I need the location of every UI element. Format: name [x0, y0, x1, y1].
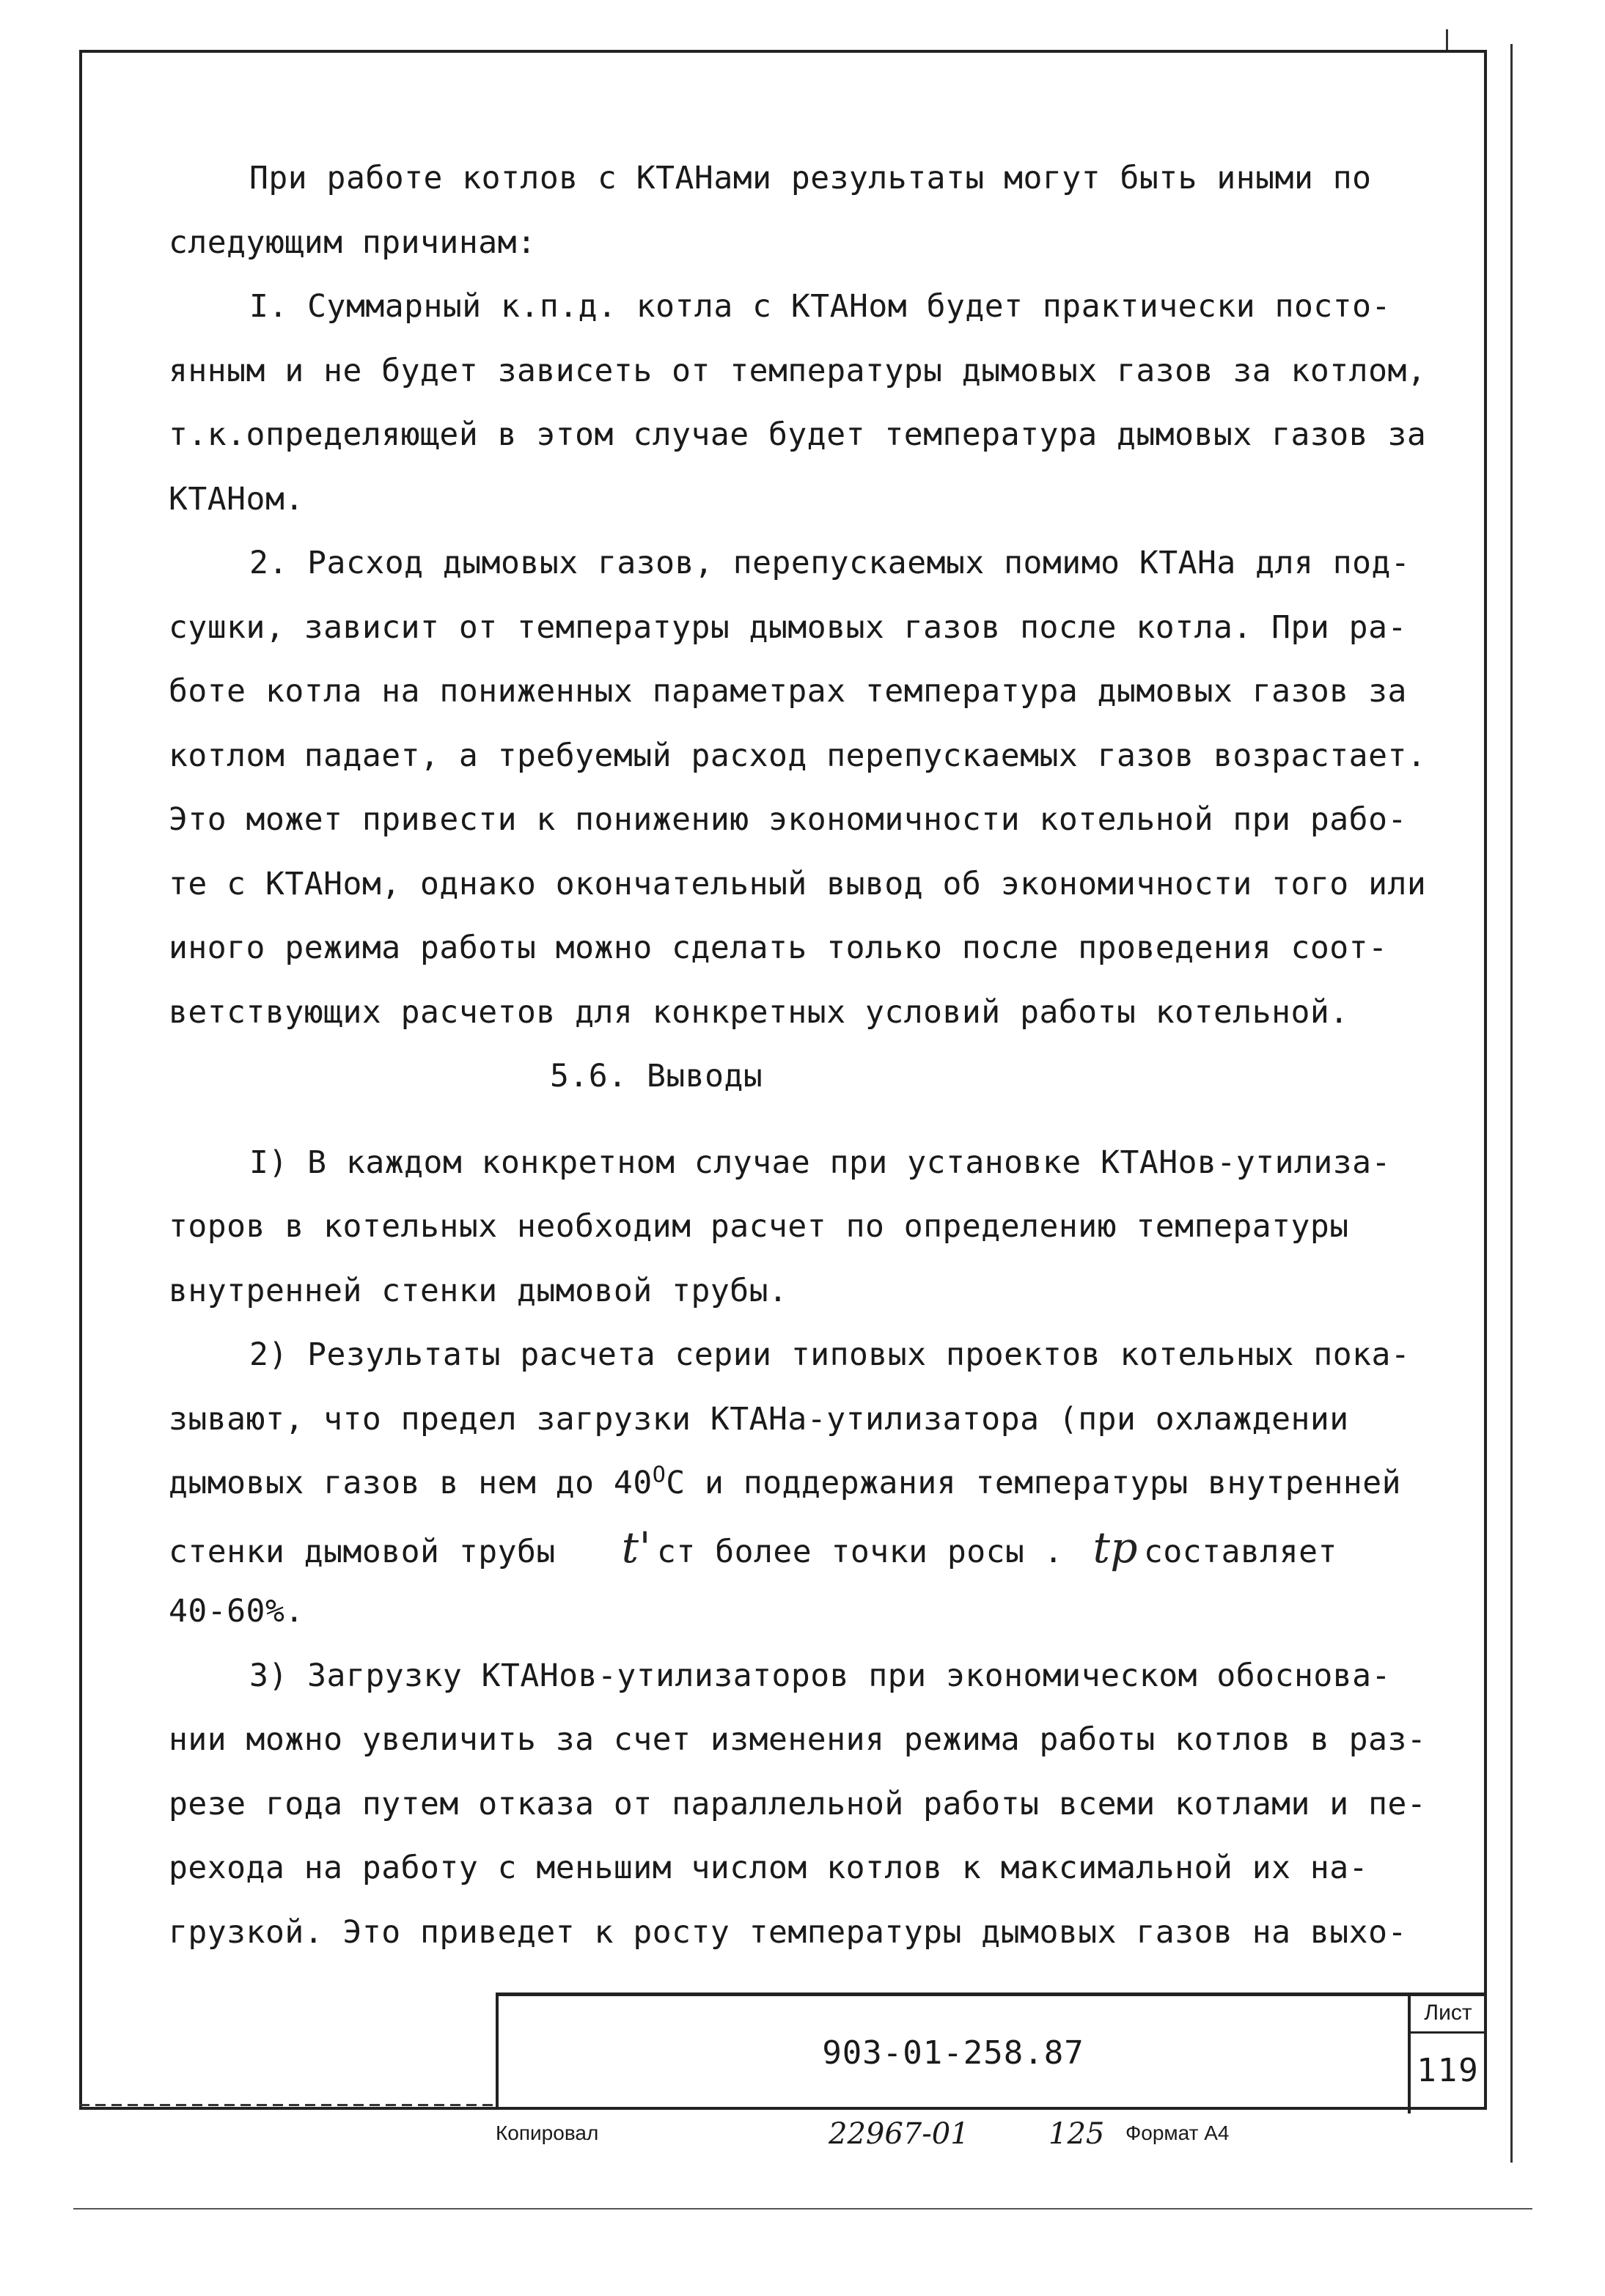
degree-symbol: O — [652, 1462, 666, 1488]
text-line: боте котла на пониженных параметрах температура дымовых газов за — [169, 673, 1407, 710]
text-line: янным и не будет зависеть от температуры дымовых газов за котлом, — [169, 352, 1427, 389]
text-line: грузкой. Это приведет к росту температуры дымовых газов на выхо- — [169, 1913, 1407, 1951]
copied-by-label: Копировал — [496, 2122, 599, 2144]
text-line: т.к.определяющей в этом случае будет температура дымовых газов за — [169, 416, 1427, 453]
text-line: 2) Результаты расчета серии типовых проектов котельных пока- — [249, 1336, 1411, 1373]
text-fragment: дымовых газов в нем до 40 — [169, 1465, 653, 1501]
text-line: 2. Расход дымовых газов, перепускаемых помимо КТАНа для под- — [249, 545, 1411, 581]
text-line: 40-60%. — [169, 1593, 304, 1630]
text-line: следующим причинам: — [169, 224, 537, 261]
copy-count: 125 — [1048, 2117, 1105, 2151]
title-block — [496, 1993, 1484, 2110]
page-footer — [0, 2117, 1605, 2161]
text-line: 3) Загрузку КТАНов-утилизаторов при экономическом обоснова- — [249, 1657, 1391, 1694]
handwritten-symbol: t' — [621, 1522, 652, 1572]
text-fragment: стенки дымовой трубы — [169, 1533, 556, 1570]
text-line: зывают, что предел загрузки КТАНа-утилизатора (при охлаждении — [169, 1400, 1349, 1438]
text-line: сушки, зависит от температуры дымовых газов после котла. При ра- — [169, 608, 1407, 646]
text-line: При работе котлов с КТАНами результаты могут быть иными по — [249, 160, 1372, 196]
document-body — [169, 147, 1459, 1965]
sheet-number: 119 — [1417, 2052, 1480, 2089]
text-line — [169, 1451, 1459, 1516]
text-line: рехода на работу с меньшим числом котлов к максимальной их на- — [169, 1850, 1369, 1886]
document-code: 903-01-258.87 — [822, 2034, 1084, 2072]
text-line: котлом падает, а требуемый расход перепускаемых газов возрастает. — [169, 737, 1427, 774]
section-heading: 5.6. Выводы — [550, 1058, 763, 1094]
order-number: 22967-01 — [829, 2117, 969, 2151]
text-fragment: ст более точки росы . — [657, 1533, 1064, 1570]
text-line: I. Суммарный к.п.д. котла с КТАНом будет практически посто- — [249, 288, 1391, 325]
text-line: I) В каждом конкретном случае при установке КТАНов-утилиза- — [249, 1144, 1391, 1181]
text-line: иного режима работы можно сделать только после проведения соот- — [169, 930, 1388, 966]
text-line: ветствующих расчетов для конкретных условий работы котельной. — [169, 993, 1349, 1031]
title-block-divider — [1408, 1996, 1411, 2113]
handwritten-symbol: tp — [1092, 1522, 1139, 1572]
text-line: Это может привести к понижению экономичности котельной при рабо- — [169, 801, 1407, 838]
sheet-cell-separator — [1408, 2031, 1484, 2034]
text-line: нии можно увеличить за счет изменения режима работы котлов в раз- — [169, 1721, 1427, 1758]
bottom-rule — [73, 2208, 1532, 2209]
text-line: внутренней стенки дымовой трубы. — [169, 1272, 788, 1309]
text-line — [169, 1516, 1459, 1581]
text-fragment: С и поддержания температуры внутренней — [666, 1465, 1402, 1501]
format-label: Формат А4 — [1125, 2122, 1230, 2144]
text-fragment: составляет — [1144, 1533, 1337, 1570]
dashed-rule — [79, 2104, 497, 2106]
sheet-label: Лист — [1424, 2001, 1472, 2025]
frame-outer-edge — [1510, 44, 1513, 2163]
text-line: торов в котельных необходим расчет по определению температуры — [169, 1208, 1349, 1245]
margin-tick — [1446, 29, 1448, 51]
text-line: резе года путем отказа от параллельной работы всеми котлами и пе- — [169, 1785, 1427, 1822]
text-line: КТАНом. — [169, 480, 304, 518]
text-line: те с КТАНом, однако окончательный вывод об экономичности того или — [169, 865, 1427, 902]
